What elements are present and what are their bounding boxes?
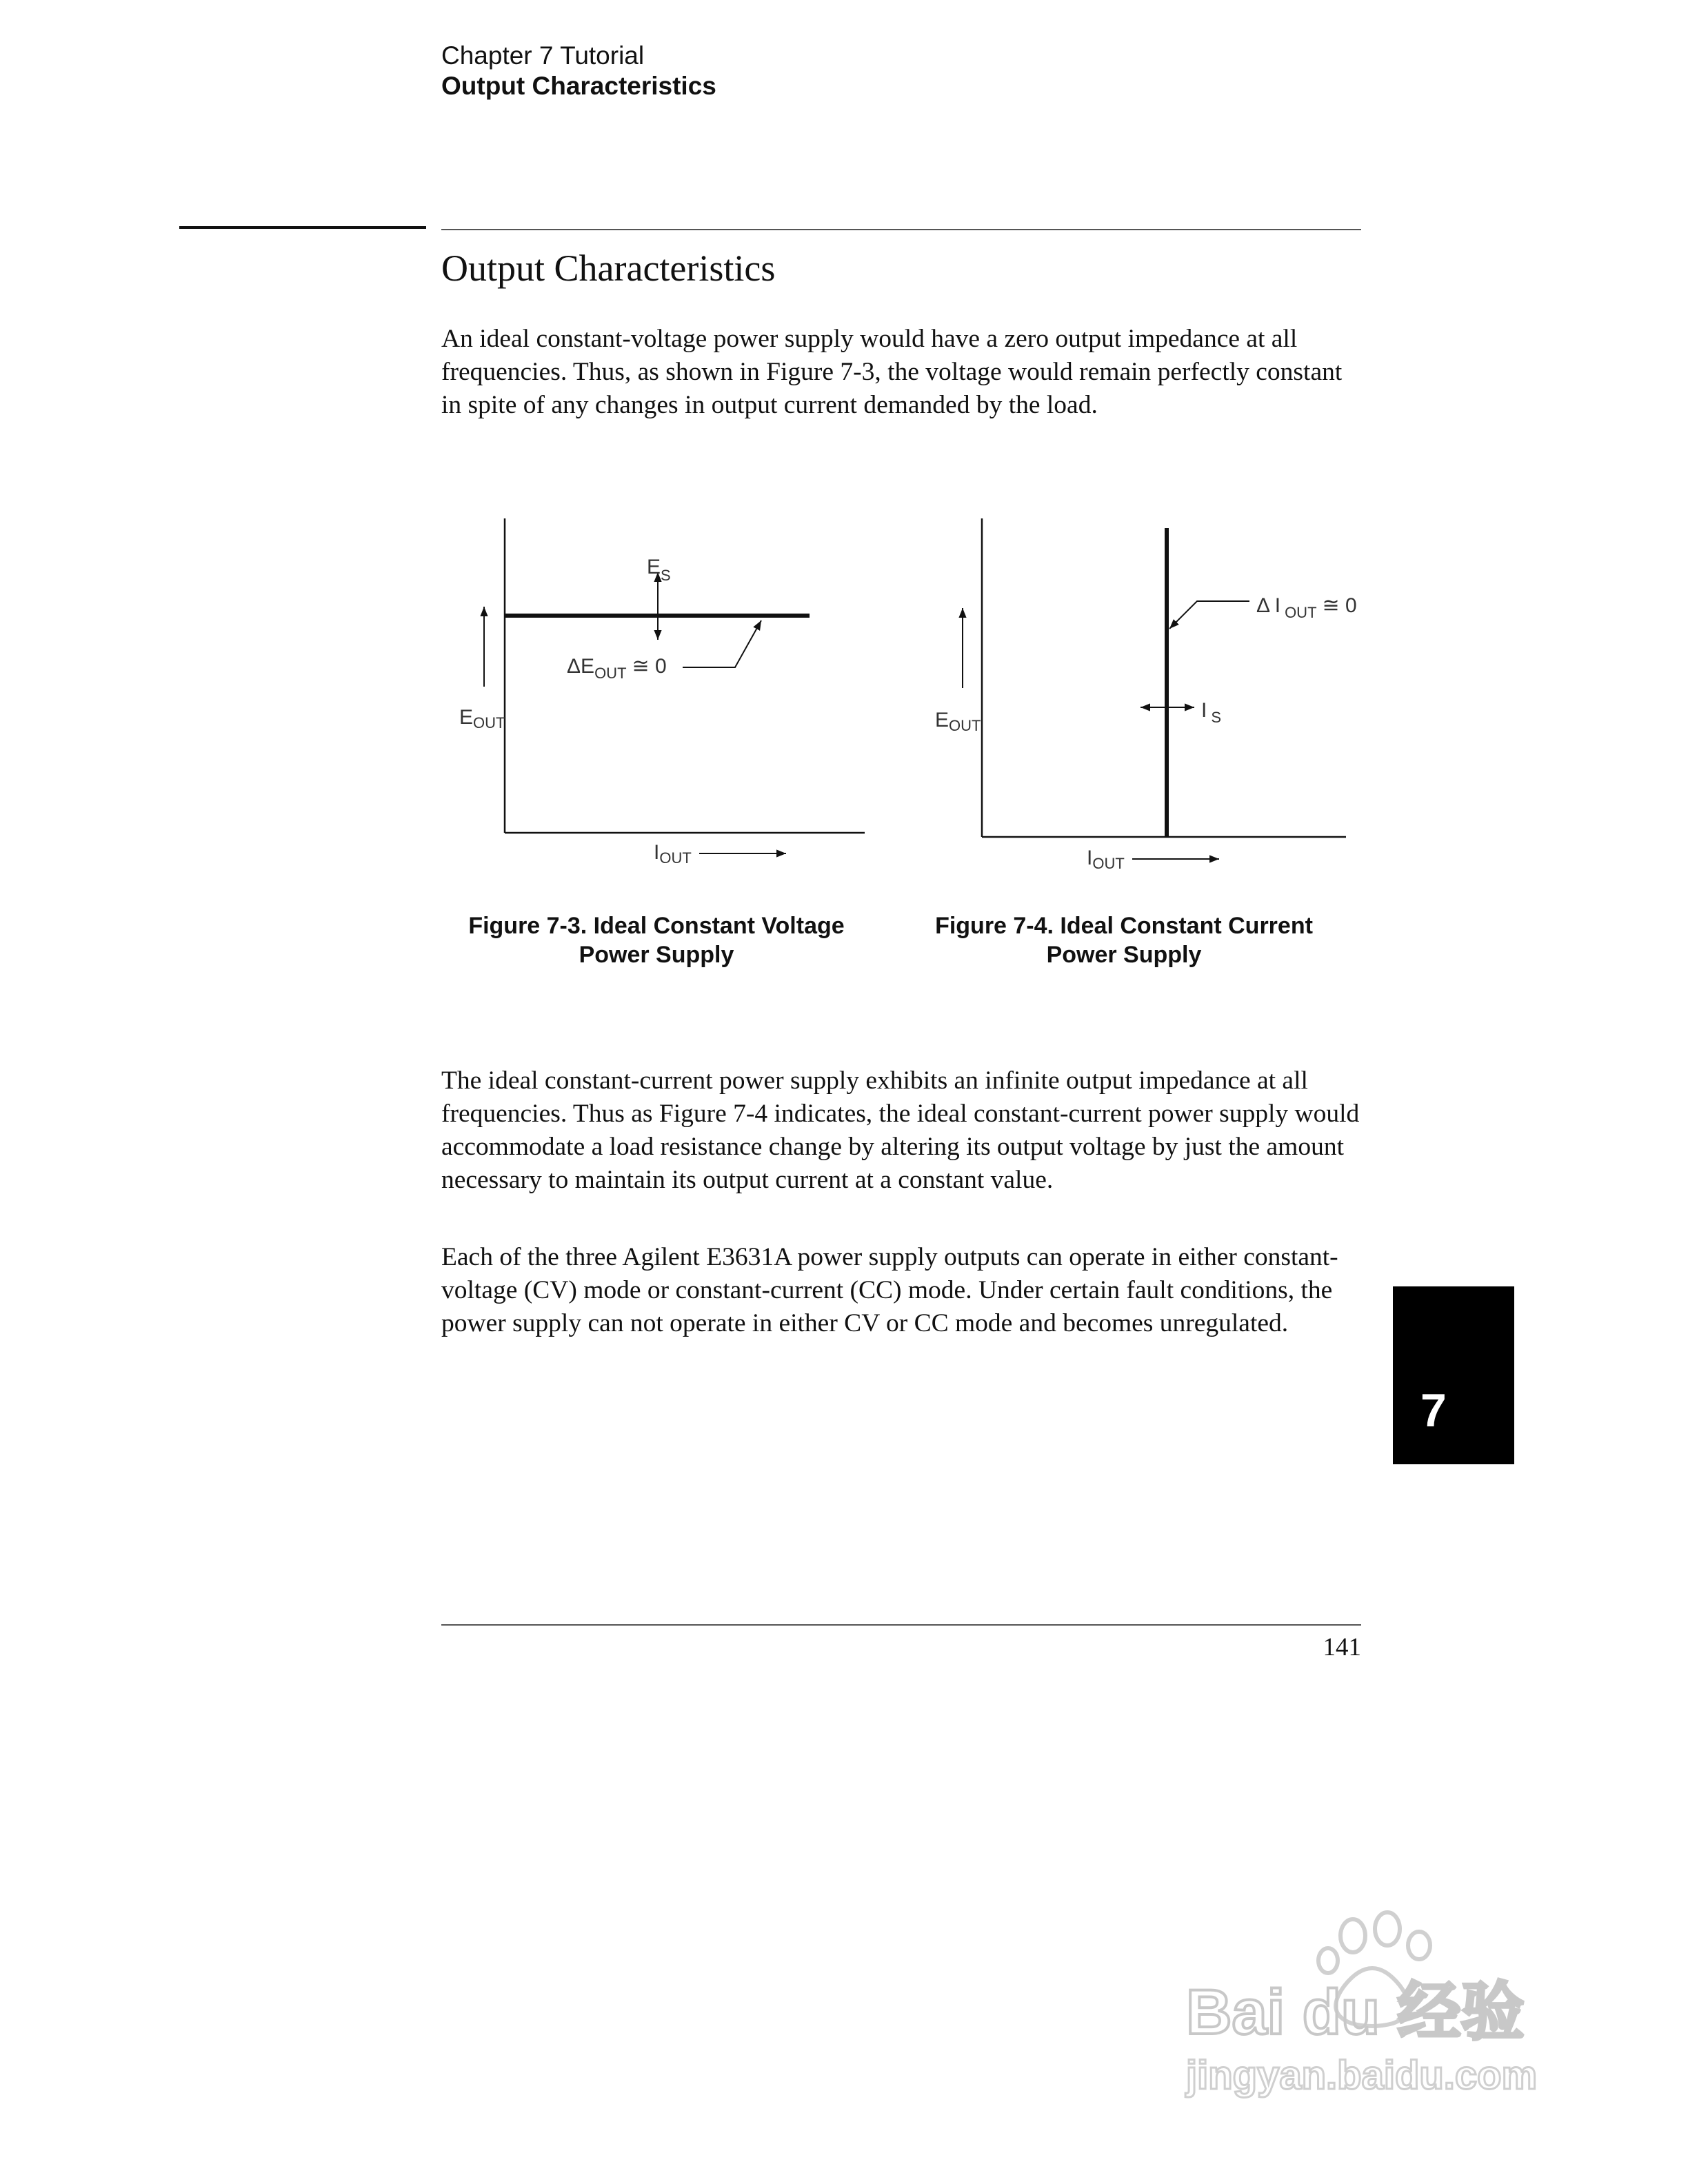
fig1-es-label: $E_S$ <box>647 556 671 584</box>
fig1-delta-leader <box>683 620 761 667</box>
fig1-y-label: $E_{OUT}$ <box>459 706 505 731</box>
chapter-tab <box>1393 1286 1514 1464</box>
paragraph-3: Each of the three Agilent E3631A power supply outputs can operate in either constant-voltage (CV) mode or constant-current (CC) mode. Under certain fault conditions, the power supply can not operate in either CV or CC mode and becomes unregulated. <box>441 1243 1338 1337</box>
figure-7-3 <box>459 518 865 867</box>
fig1-x-label: $I_{OUT}$ <box>654 841 692 867</box>
figure-7-3-caption-line2: Power Supply <box>579 942 734 968</box>
watermark-brand: Bai du 经验 <box>1186 1977 1525 2048</box>
figures-container <box>441 510 1361 882</box>
figure-7-4 <box>935 518 1357 872</box>
paragraph-1: An ideal constant-voltage power supply would have a zero output impedance at all frequencies. Thus, as shown in Figure 7-3, the voltage would remain perfectly constant in spite of any changes in output current demanded by the load. <box>441 325 1343 419</box>
fig2-is-label: I $_S$ <box>1201 699 1222 726</box>
fig2-delta-label: Δ I $_{OUT}$ ≅ 0 <box>1256 594 1357 621</box>
figure-7-4-caption <box>903 911 1345 969</box>
page-number: 141 <box>1323 1633 1361 1661</box>
header-rule-thick <box>179 226 426 229</box>
running-header-chapter: Chapter 7 Tutorial <box>441 41 645 70</box>
fig2-delta-leader <box>1169 601 1249 629</box>
watermark-url: jingyan.baidu.com <box>1186 2053 1538 2098</box>
paragraph-2: The ideal constant-current power supply exhibits an infinite output impedance at all frequencies. Thus as Figure 7-4 indicates, the ideal constant-current power supply would accommodate a load resistance change by altering its output voltage by just the amount necessary to maintain its output current at a constant value. <box>441 1066 1360 1194</box>
chapter-tab-number: 7 <box>1420 1384 1447 1437</box>
baidu-watermark <box>1172 1903 1586 2103</box>
figure-7-3-caption-line1: Figure 7-3. Ideal Constant Voltage <box>468 913 845 939</box>
figure-7-3-caption <box>436 911 877 969</box>
fig1-delta-label: $\Delta E_{OUT}$ ≅ 0 <box>567 655 667 682</box>
footer-rule <box>441 1624 1361 1626</box>
fig2-x-label: $I_{OUT}$ <box>1087 847 1125 872</box>
fig2-y-label: $E_{OUT}$ <box>935 709 981 734</box>
header-rule-thin <box>441 229 1361 230</box>
running-header-section: Output Characteristics <box>441 72 716 100</box>
figure-7-4-caption-line2: Power Supply <box>1046 942 1202 968</box>
section-heading: Output Characteristics <box>441 247 776 289</box>
figure-7-4-caption-line1: Figure 7-4. Ideal Constant Current <box>935 913 1313 939</box>
